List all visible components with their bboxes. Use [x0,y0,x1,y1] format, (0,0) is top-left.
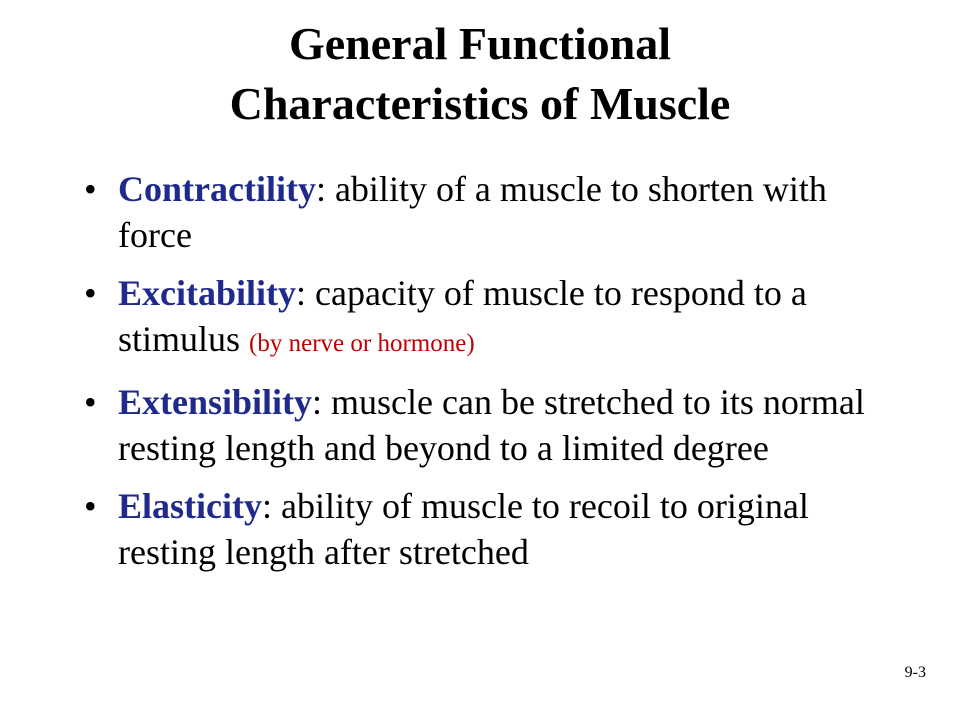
page-number: 9-3 [904,664,926,681]
slide-title [0,14,960,134]
bullet-item-extensibility [84,379,904,471]
term-extensibility: Extensibility [118,382,313,422]
bullet-list [84,166,904,587]
bullet-item-elasticity [84,483,904,575]
bullet-dot-icon: • [84,273,97,313]
definition-excitability: : capacity of muscle to respond to a stimulus [118,273,807,359]
bullet-dot-icon: • [84,382,97,422]
bullet-item-contractility [84,166,904,258]
note-excitability: (by nerve or hormone) [249,330,475,357]
term-contractility: Contractility [118,169,316,209]
slide-title-line-1: General Functional [288,18,672,69]
bullet-dot-icon: • [84,486,97,526]
definition-extensibility: : muscle can be stretched to its normal resting length and beyond to a limited degree [118,382,865,468]
bullet-item-excitability [84,270,904,367]
term-excitability: Excitability [118,273,296,313]
definition-contractility: : ability of a muscle to shorten with force [118,169,827,255]
bullet-dot-icon: • [84,169,97,209]
slide-title-line-2: Characteristics of Muscle [229,78,731,129]
term-elasticity: Elasticity [118,486,262,526]
definition-elasticity: : ability of muscle to recoil to original resting length after stretched [118,486,809,572]
